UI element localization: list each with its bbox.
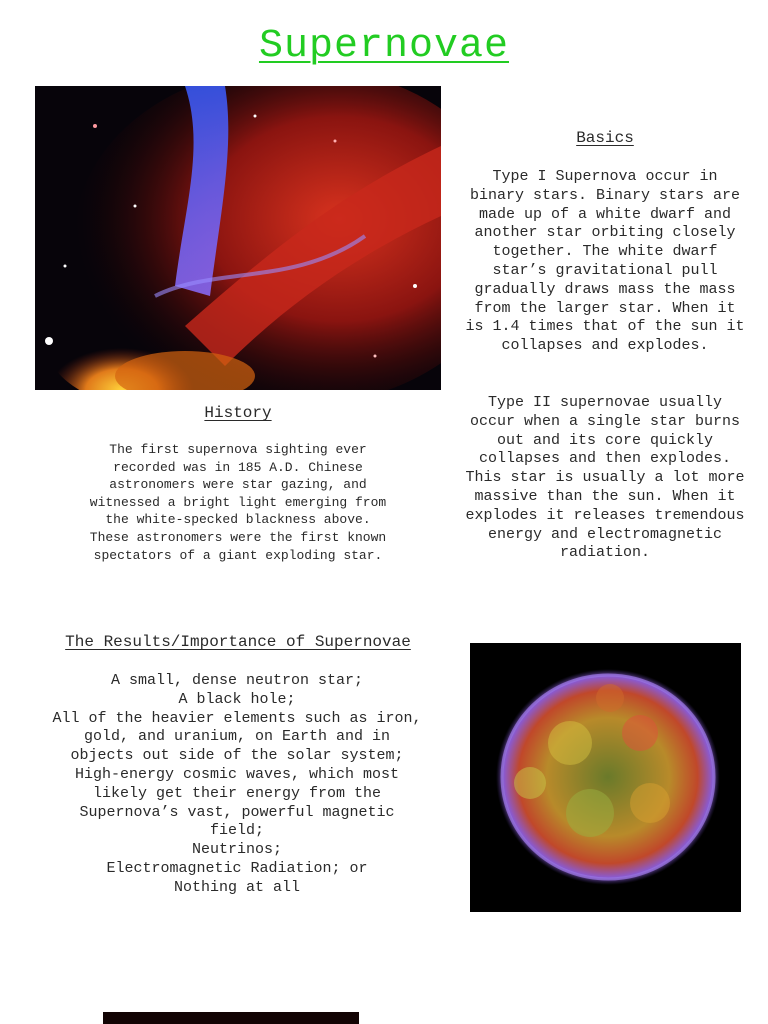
list-item: Nothing at all xyxy=(173,878,301,896)
supernova-remnant-image xyxy=(470,643,741,912)
page-title: Supernovae xyxy=(258,24,510,69)
bottom-image xyxy=(103,1012,359,1024)
history-text: The first supernova sighting ever recorded was in 185 A.D. Chinese astronomers were star gazing, and witnessed a bright light emerging from the white-specked blackness above. These astronomers were the first known spectators of a giant exploding star. xyxy=(89,442,387,563)
history-heading: History xyxy=(204,404,272,422)
list-item: All of the heavier elements such as iron, gold, and uranium, on Earth and in objects out side of the solar system; xyxy=(52,709,422,765)
basics-heading: Basics xyxy=(576,129,634,147)
results-list xyxy=(48,672,426,898)
list-item: Neutrinos; xyxy=(191,841,282,859)
list-item: A black hole; xyxy=(178,690,296,708)
basics-type1-text: Type I Supernova occur in binary stars. Binary stars are made up of a white dwarf and another star orbiting closely together. The white dwarf star’s gravitational pull gradually draws mass the mass from the larger star. When it is 1.4 times that of the sun it collapses and explodes. xyxy=(465,168,745,355)
list-item: Electromagnetic Radiation; or xyxy=(106,859,368,877)
list-item: High-energy cosmic waves, which most likely get their energy from the Supernova’s vast, powerful magnetic field; xyxy=(74,765,400,840)
results-heading: The Results/Importance of Supernovae xyxy=(65,633,411,651)
basics-type2-text: Type II supernovae usually occur when a single star burns out and its core quickly collapses and then explodes. This star is usually a lot more massive than the sun. When it explodes it releases tremendous energy and electromagnetic radiation. xyxy=(465,394,745,562)
nebula-image xyxy=(35,86,441,390)
list-item: A small, dense neutron star; xyxy=(110,672,364,689)
